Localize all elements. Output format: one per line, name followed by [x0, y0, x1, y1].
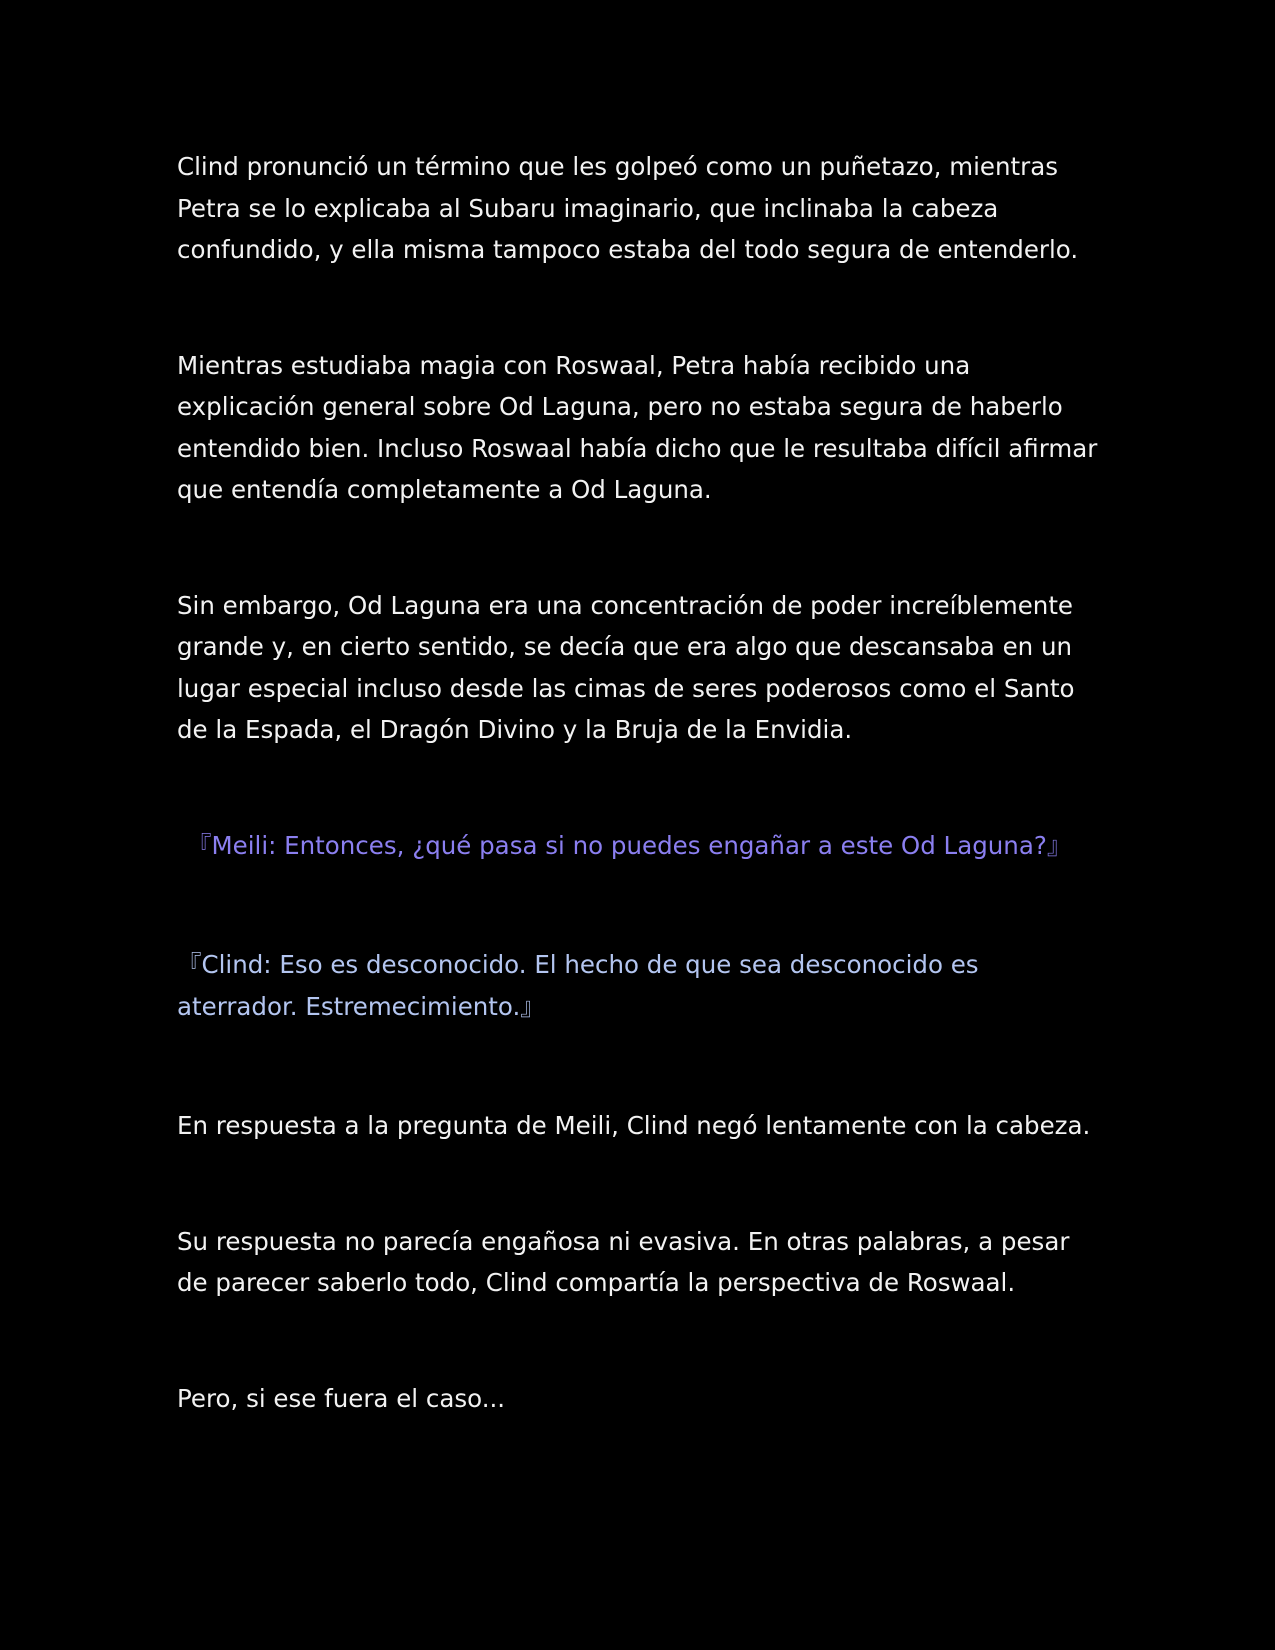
- dialogue-meili: 『Meili: Entonces, ¿qué pasa si no puedes engañar a este Od Laguna?』: [187, 830, 1072, 860]
- paragraph-5: Su respuesta no parecía engañosa ni evasiva. En otras palabras, a pesar de parecer saberlo todo, Clind compartía la perspectiva de Roswaal.: [177, 1226, 1070, 1297]
- dialogue-clind: 『Clind: Eso es desconocido. El hecho de que sea desconocido es aterrador. Estremecimiento.』: [177, 950, 979, 1021]
- paragraph-1: Clind pronunció un término que les golpeó como un puñetazo, mientras Petra se lo explicaba al Subaru imaginario, que inclinaba la cabeza confundido, y ella misma tampoco estaba del todo segura de entenderlo.: [177, 152, 1079, 264]
- paragraph-3: Sin embargo, Od Laguna era una concentración de poder increíblemente grande y, en cierto sentido, se decía que era algo que descansaba en un lugar especial incluso desde las cimas de seres poderosos como el Santo de la Espada, el Dragón Divino y la Bruja de la Envidia.: [177, 590, 1075, 744]
- paragraph-6: Pero, si ese fuera el caso...: [177, 1383, 506, 1413]
- paragraph-4: En respuesta a la pregunta de Meili, Clind negó lentamente con la cabeza.: [177, 1111, 1091, 1140]
- paragraph-2: Mientras estudiaba magia con Roswaal, Petra había recibido una explicación general sobre Od Laguna, pero no estaba segura de haberlo entendido bien. Incluso Roswaal había dicho que le resultaba difícil afirmar que entendía completamente a Od Laguna.: [177, 350, 1098, 504]
- document-body: [177, 146, 1102, 1493]
